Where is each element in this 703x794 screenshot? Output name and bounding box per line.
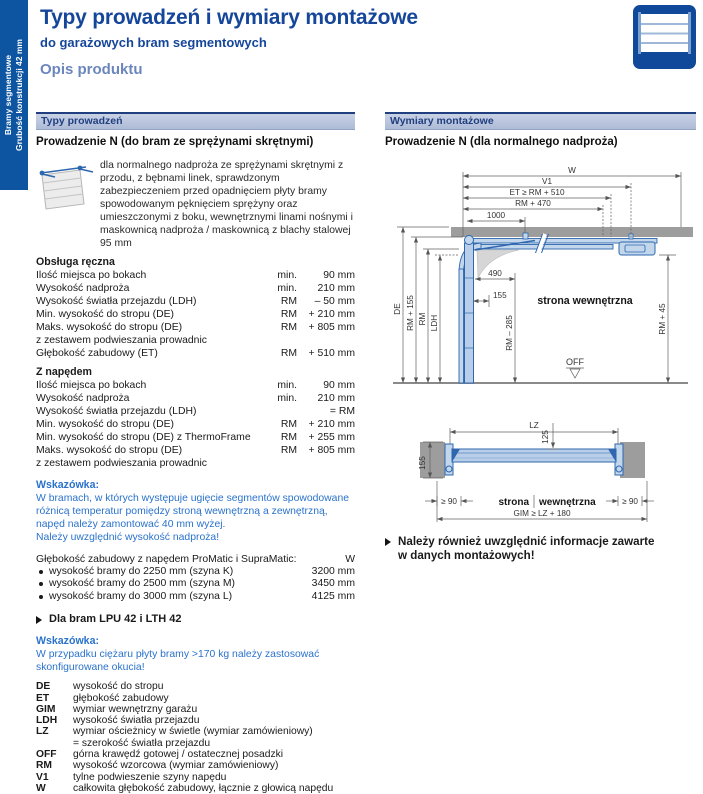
row-value: + 805 mm xyxy=(308,322,355,333)
table-row xyxy=(36,444,355,457)
row-qualifier: min. xyxy=(277,393,297,404)
row-value xyxy=(297,334,355,347)
brand-sidebar xyxy=(0,0,28,190)
roller-right xyxy=(616,466,622,472)
section-title: Opis produktu xyxy=(40,61,143,78)
item-label: wysokość bramy do 3000 mm (szyna L) xyxy=(49,590,233,602)
vertical-track xyxy=(459,269,464,383)
legend-def: = szerokość światła przejazdu xyxy=(73,737,211,749)
legend-row xyxy=(36,715,355,726)
item-value: 4125 mm xyxy=(311,590,355,602)
powered-heading: Z napędem xyxy=(36,366,92,378)
manual-heading: Obsługa ręczna xyxy=(36,256,115,268)
legend-def: wymiar wewnętrzny garażu xyxy=(73,703,198,715)
inner-side-label-2: wewnętrzna xyxy=(539,497,596,508)
legend-def: wysokość światła przejazdu xyxy=(73,715,200,727)
hint2-heading: Wskazówka: xyxy=(36,635,99,648)
legend-def: głębokość zabudowy xyxy=(73,692,169,704)
dim-label-rm: RM xyxy=(418,312,427,326)
legend-row xyxy=(36,704,355,715)
dim-label-ldh: LDH xyxy=(430,314,439,332)
dim-label-155: 155 xyxy=(493,291,507,300)
legend-row xyxy=(36,681,355,692)
hint-text: W bramach, w których występuje ugięcie segmentów spowodowane różnicą temperatur pomiędzy stroną wewnętrzną a zewnętrzną, napęd należy zamontować 40 mm wyżej. xyxy=(36,493,350,530)
operator-head xyxy=(619,242,655,255)
inner-side-label: strona wewnętrzna xyxy=(537,295,633,307)
legend-row xyxy=(36,760,355,771)
sectional-door-icon xyxy=(632,4,697,70)
table-row xyxy=(36,308,355,321)
mounting-heading: Prowadzenie N (dla normalnego nadproża) xyxy=(385,136,618,148)
door-panel xyxy=(452,449,616,462)
door-models-callout xyxy=(36,613,355,626)
row-qualifier: RM xyxy=(280,445,297,456)
legend-def: wymiar ościeżnicy w świetle (wymiar zamówieniowy) xyxy=(73,726,313,738)
inner-side-label-1: strona xyxy=(498,497,529,508)
table-row xyxy=(36,392,355,405)
row-label: Ilość miejsca po bokach xyxy=(36,270,147,281)
dimension-labels xyxy=(393,166,667,367)
row-label: Maks. wysokość do stropu (DE) xyxy=(36,322,183,333)
table-row xyxy=(36,269,355,282)
table-row xyxy=(36,418,355,431)
row-label: z zestawem podwieszania prowadnic xyxy=(36,458,207,469)
list-item xyxy=(36,578,355,590)
dim-label-w: W xyxy=(568,166,576,175)
legend-term: V1 xyxy=(36,771,49,783)
legend-term: OFF xyxy=(36,749,57,760)
item-label: wysokość bramy do 2250 mm (szyna K) xyxy=(49,566,234,577)
wall-right xyxy=(620,442,645,478)
row-value: + 255 mm xyxy=(308,432,355,443)
mini-door-drum-right xyxy=(78,166,83,171)
legend-term xyxy=(36,738,73,749)
legend-term: LDH xyxy=(36,715,58,727)
legend-term: DE xyxy=(36,681,51,693)
row-label: Głębokość zabudowy (ET) xyxy=(36,348,158,359)
mounting-data-note xyxy=(385,535,696,563)
dim-label-490: 490 xyxy=(488,269,502,278)
row-qualifier: min. xyxy=(277,270,297,281)
legend-term: RM xyxy=(36,760,53,772)
plan-view-diagram xyxy=(385,413,696,525)
row-label: Wysokość światła przejazdu (LDH) xyxy=(36,296,197,307)
legend-term: GIM xyxy=(36,703,56,715)
legend-def: górna krawędź gotowej / ostatecznej posadzki xyxy=(73,749,284,760)
dim-label-v1: V1 xyxy=(541,177,553,186)
powered-table xyxy=(36,379,355,470)
legend-term: W xyxy=(36,782,46,794)
table-row xyxy=(36,431,355,444)
bullet-icon xyxy=(36,578,49,590)
dim-label-ge90-right: ≥ 90 xyxy=(622,497,638,506)
dim-label-rm155: RM + 155 xyxy=(406,295,415,331)
legend-def: wysokość do stropu xyxy=(73,681,164,693)
track-n-description-row xyxy=(36,159,355,250)
row-value: + 510 mm xyxy=(308,348,355,359)
depth-header-row xyxy=(36,553,355,566)
depth-list xyxy=(36,566,355,603)
door-assembly xyxy=(459,233,657,383)
section-bar-mounting: Wymiary montażowe xyxy=(385,112,696,130)
row-qualifier xyxy=(265,457,297,470)
door-icon-track-right xyxy=(688,12,691,54)
brand-sidebar-text xyxy=(0,0,28,190)
page-subtitle: do garażowych bram segmentowych xyxy=(40,35,267,50)
dim-label-off: OFF xyxy=(566,357,584,367)
door-icon-track-left xyxy=(638,12,641,54)
legend-row xyxy=(36,738,355,749)
row-qualifier: RM xyxy=(280,432,297,443)
item-value: 3200 mm xyxy=(311,566,355,577)
dim-label-rm285: RM – 285 xyxy=(505,315,514,351)
row-label: Min. wysokość do stropu (DE) xyxy=(36,419,175,430)
dim-label-rm470: RM + 470 xyxy=(515,199,551,208)
row-label: Wysokość światła przejazdu (LDH) xyxy=(36,406,197,417)
depth-heading: Głębokość zabudowy z napędem ProMatic i SupraMatic: xyxy=(36,554,297,565)
row-value: + 805 mm xyxy=(308,445,355,456)
callout-text: Dla bram LPU 42 i LTH 42 xyxy=(49,613,182,626)
row-label: Wysokość nadproża xyxy=(36,393,130,404)
dim-label-et: ET ≥ RM + 510 xyxy=(509,188,565,197)
dim-label-de: DE xyxy=(393,303,402,315)
table-row xyxy=(36,295,355,308)
abbreviation-legend xyxy=(36,681,355,794)
table-row xyxy=(36,405,355,418)
page-title: Typy prowadzeń i wymiary montażowe xyxy=(40,6,418,29)
ceiling xyxy=(451,227,693,237)
bullet-icon xyxy=(36,566,49,578)
track-n-description: dla normalnego nadproża ze sprężynami skrętnymi z przodu, z bębnami linek, sprawdzonym zabezpieczeniem przed opadnięciem płyty bramy spowodowanym pęknięciem sprężyny oraz umieszczonymi z boku, wewnętrznymi linami nośnymi i maskownicą nadproża / maskownicą z blachy stalowej 95 mm xyxy=(100,160,353,249)
door-plan-assembly xyxy=(445,444,623,475)
row-qualifier: RM xyxy=(280,309,297,320)
row-value: 90 mm xyxy=(323,270,355,281)
table-row xyxy=(36,457,355,470)
row-value: 210 mm xyxy=(317,393,355,404)
dim-label-lz: LZ xyxy=(529,421,539,430)
legend-def: całkowita głębokość zabudowy, łącznie z głowicą napędu xyxy=(73,782,334,794)
row-value: = RM xyxy=(329,406,355,417)
list-item xyxy=(36,566,355,578)
legend-row xyxy=(36,783,355,794)
section-bar-track-types: Typy prowadzeń xyxy=(36,112,355,130)
item-value: 3450 mm xyxy=(311,578,355,590)
legend-term: ET xyxy=(36,692,50,704)
hint2-text: W przypadku ciężaru płyty bramy >170 kg należy zastosować xyxy=(36,649,320,661)
row-qualifier: RM xyxy=(280,296,297,307)
arrow-right-icon xyxy=(385,538,391,546)
hint-heading: Wskazówka: xyxy=(36,479,99,491)
row-value xyxy=(297,457,355,470)
row-qualifier: min. xyxy=(277,283,297,294)
row-value: 90 mm xyxy=(323,380,355,391)
row-qualifier: RM xyxy=(280,419,297,430)
legend-row xyxy=(36,772,355,783)
column-track-types xyxy=(36,112,355,794)
row-label: Maks. wysokość do stropu (DE) xyxy=(36,445,183,456)
arrow-right-icon xyxy=(36,616,42,624)
table-row xyxy=(36,347,355,360)
row-label: z zestawem podwieszania prowadnic xyxy=(36,335,207,346)
dim-label-ge90-left: ≥ 90 xyxy=(441,497,457,506)
brand-line-1: Bramy segmentowe xyxy=(3,54,13,136)
row-qualifier xyxy=(265,405,297,418)
row-label: Min. wysokość do stropu (DE) xyxy=(36,309,175,320)
roller-left xyxy=(446,466,452,472)
legend-def: wysokość wzorcowa (wymiar zamówieniowy) xyxy=(73,760,279,772)
row-label: Ilość miejsca po bokach xyxy=(36,380,147,391)
column-mounting-dimensions xyxy=(385,112,696,563)
legend-row xyxy=(36,693,355,704)
cable-drum xyxy=(465,236,474,245)
bullet-icon xyxy=(36,591,49,603)
table-row xyxy=(36,379,355,392)
row-qualifier xyxy=(265,334,297,347)
depth-column-label: W xyxy=(345,554,355,565)
legend-row xyxy=(36,749,355,760)
legend-term: LZ xyxy=(36,726,49,738)
table-row xyxy=(36,282,355,295)
row-value: + 210 mm xyxy=(308,419,355,430)
row-value: 210 mm xyxy=(317,283,355,294)
brand-line-2: Grubość konstrukcji 42 mm xyxy=(14,39,24,151)
mini-door-icon xyxy=(36,159,94,211)
row-qualifier: RM xyxy=(280,322,297,333)
hint-text: Należy uwzględnić wysokość nadproża! xyxy=(36,532,220,543)
dim-label-gim: GIM ≥ LZ + 180 xyxy=(513,509,571,518)
row-value: + 210 mm xyxy=(308,309,355,320)
row-label: Min. wysokość do stropu (DE) z ThermoFrame xyxy=(36,432,251,443)
dim-label-125: 125 xyxy=(541,430,550,444)
dim-label-1000: 1000 xyxy=(486,211,506,220)
note-line-1: Należy również uwzględnić informacje zawarte xyxy=(398,535,655,548)
page-header xyxy=(40,6,600,78)
legend-row xyxy=(36,726,355,737)
dim-label-rm45: RM + 45 xyxy=(658,303,667,335)
manual-table xyxy=(36,269,355,360)
track-hanger xyxy=(523,233,528,239)
table-row xyxy=(36,334,355,347)
row-qualifier: min. xyxy=(277,380,297,391)
track-n-heading: Prowadzenie N (do bram ze sprężynami skrętnymi) xyxy=(36,136,314,148)
legend-def: tylne podwieszenie szyny napędu xyxy=(73,771,227,783)
row-label: Wysokość nadproża xyxy=(36,283,130,294)
note-line-2: w danych montażowych! xyxy=(398,549,535,562)
row-value: – 50 mm xyxy=(314,296,355,307)
hint2-text: skonfigurowane okucia! xyxy=(36,662,145,674)
item-label: wysokość bramy do 2500 mm (szyna M) xyxy=(49,578,235,590)
table-row xyxy=(36,321,355,334)
note-text xyxy=(398,535,654,563)
mini-door-drum-left xyxy=(40,171,45,176)
dim-label-155: 155 xyxy=(418,456,427,470)
list-item xyxy=(36,591,355,603)
row-qualifier: RM xyxy=(280,348,297,359)
side-view-diagram xyxy=(385,151,696,399)
